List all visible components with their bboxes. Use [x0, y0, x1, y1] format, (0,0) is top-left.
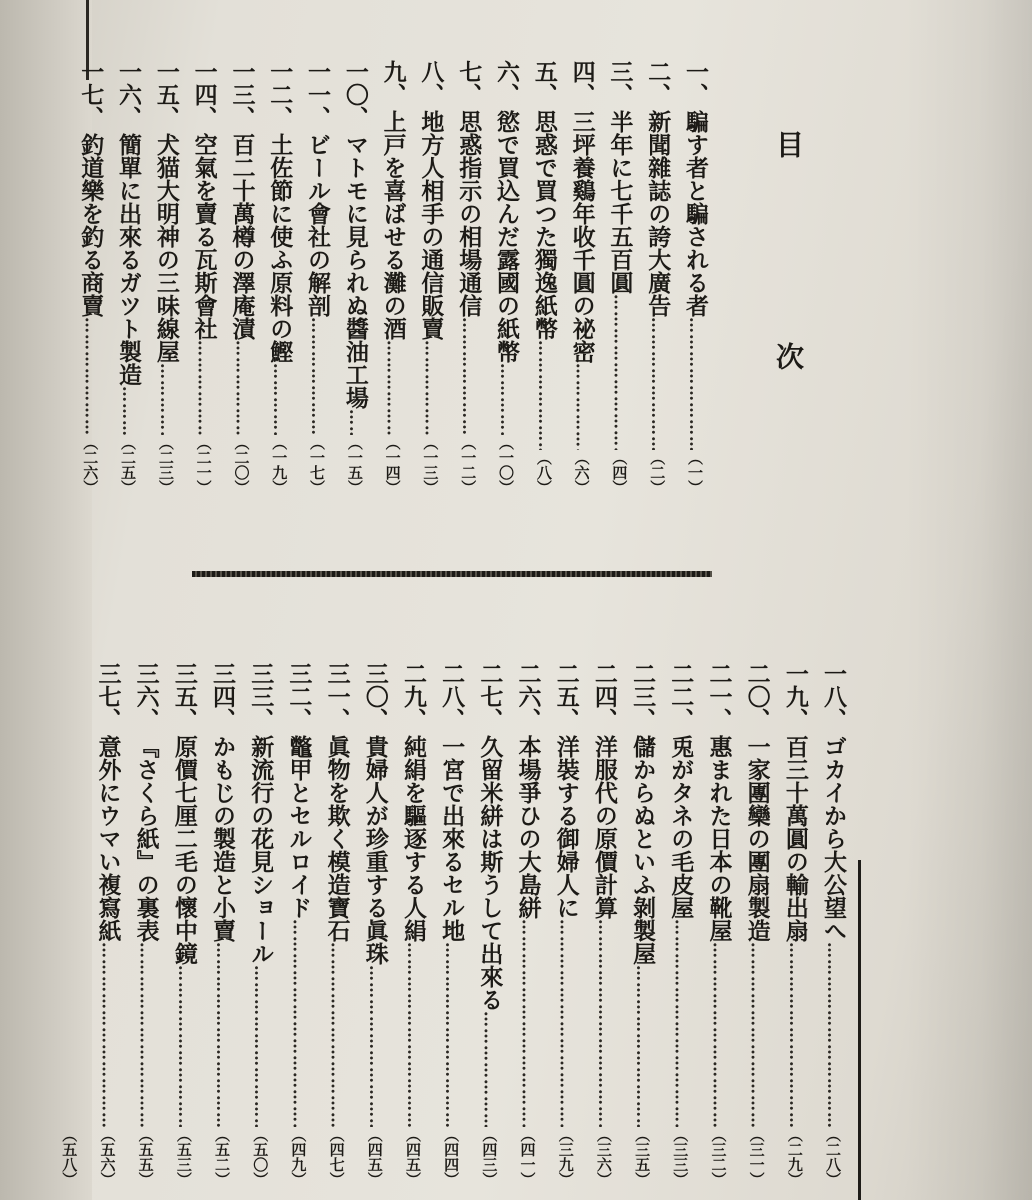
- dot-leader: [394, 942, 432, 1127]
- toc-entry-page: （五六）: [98, 1127, 117, 1187]
- toc-entry-page: （六）: [572, 450, 591, 495]
- dot-leader: [71, 317, 109, 435]
- toc-entry-page: （五五）: [136, 1127, 155, 1187]
- dot-leader: [814, 942, 852, 1127]
- toc-entry-title: 鼈甲とセルロイド: [285, 735, 313, 919]
- dot-leader: [563, 363, 601, 450]
- dot-leader: [88, 942, 126, 1127]
- toc-entry: [563, 60, 601, 495]
- toc-entry: [374, 60, 412, 495]
- toc-entry: [223, 60, 261, 495]
- toc-entry-number: 一、: [682, 60, 709, 106]
- dot-leader: [298, 317, 336, 435]
- toc-entry-page: （五三）: [174, 1127, 193, 1187]
- toc-entry-title: 思惑で買つた獨逸紙幣: [530, 110, 558, 340]
- toc-entry-number: 二一、: [705, 662, 733, 731]
- toc-entry-number: 八、: [417, 60, 445, 106]
- toc-entry-page: （三五）: [633, 1127, 652, 1187]
- toc-entry-title: 半年に七千五百圓: [606, 110, 634, 294]
- toc-entry: [661, 662, 699, 1187]
- toc-entry-number: 三一、: [323, 662, 351, 731]
- toc-entry-page: （二六）: [81, 435, 100, 495]
- toc-entry-number: 三〇、: [361, 662, 389, 731]
- toc-entry-number: 二三、: [629, 662, 657, 731]
- dot-leader: [699, 942, 737, 1127]
- toc-entry-number: 三四、: [209, 662, 236, 731]
- toc-entry-page: （三一）: [747, 1127, 766, 1187]
- toc-entry-title: 犬猫大明神の三味線屋: [152, 133, 180, 363]
- dot-leader: [470, 1011, 508, 1127]
- dot-leader: [449, 317, 487, 435]
- toc-entry: [165, 662, 203, 1187]
- toc-entry: [601, 60, 639, 495]
- toc-entry-number: 三三、: [247, 662, 275, 731]
- toc-entry: [699, 662, 737, 1187]
- toc-entry-number: 二四、: [590, 662, 618, 731]
- toc-entry-page: （一三）: [421, 435, 440, 495]
- toc-entry-page: （二一）: [194, 435, 213, 495]
- toc-entry: [638, 60, 676, 495]
- dot-leader: [185, 340, 223, 435]
- toc-entry: [260, 60, 298, 495]
- dot-leader: [676, 317, 714, 450]
- toc-entry-number: 二九、: [399, 662, 427, 731]
- toc-entry: [317, 662, 355, 1187]
- toc-entry-page: （一）: [686, 450, 704, 495]
- toc-entry-number: 二八、: [438, 662, 466, 731]
- dot-leader: [260, 363, 298, 435]
- dot-leader: [317, 942, 355, 1127]
- toc-entry-number: 一二、: [266, 60, 294, 129]
- toc-entry: [814, 662, 852, 1187]
- toc-entry: [676, 60, 714, 495]
- toc-entry-page: （四一）: [518, 1127, 537, 1187]
- toc-entry-number: 一六、: [115, 60, 143, 129]
- dot-leader: [356, 965, 394, 1127]
- toc-entry-title: 本場爭ひの大島絣: [514, 735, 542, 919]
- toc-entry-number: 二〇、: [743, 662, 771, 731]
- toc-entry: [279, 662, 317, 1187]
- toc-entry-title: 眞物を欺く模造寶石: [323, 735, 351, 942]
- toc-entry: [336, 60, 374, 495]
- toc-entry-title: 三坪養鷄年收千圓の祕密: [568, 110, 596, 363]
- toc-entry-number: 二、: [644, 60, 672, 106]
- toc-entry: [432, 662, 470, 1187]
- toc-entry-number: 二二、: [667, 662, 695, 731]
- toc-entry: [623, 662, 661, 1187]
- toc-entry-title: マトモに見られぬ醬油工場: [341, 133, 369, 409]
- toc-entry-page: （四五）: [365, 1127, 384, 1187]
- toc-entry-title: 思惑指示の相場通信: [455, 110, 483, 317]
- toc-entry: [449, 60, 487, 495]
- dot-leader: [432, 942, 470, 1127]
- dot-leader: [661, 919, 699, 1127]
- toc-entry-page: （四三）: [480, 1127, 499, 1187]
- toc-entry: [776, 662, 814, 1187]
- toc-entry-title: 一家團欒の團扇製造: [743, 735, 771, 942]
- toc-entry-number: 三五、: [170, 662, 198, 731]
- toc-entry: [126, 662, 164, 1187]
- toc-entry: [88, 662, 126, 1187]
- section-divider: [192, 571, 712, 577]
- toc-entry-title: 空氣を賣る瓦斯會社: [190, 133, 218, 340]
- page-edge-shadow: [905, 0, 1032, 1200]
- toc-entry: [203, 662, 241, 1187]
- toc-entry-number: 三、: [606, 60, 634, 106]
- toc-entry-number: 五、: [530, 60, 558, 106]
- toc-entry-title: 地方人相手の通信販賣: [417, 110, 445, 340]
- toc-entry-page: （一九）: [270, 435, 289, 495]
- toc-entry-number: 一三、: [228, 60, 256, 129]
- toc-entry: [412, 60, 450, 495]
- toc-entry-number: 二七、: [476, 662, 504, 731]
- toc-heading: 目 次: [772, 130, 805, 448]
- toc-entry-page: （二）: [648, 450, 667, 495]
- dot-leader: [487, 363, 525, 435]
- toc-entry: [147, 60, 185, 495]
- dot-leader: [374, 340, 412, 435]
- spacer: [50, 662, 88, 1127]
- toc-entry-page: （一〇）: [497, 435, 516, 495]
- dot-leader: [126, 942, 164, 1127]
- toc-entry-page: （二三）: [156, 435, 175, 495]
- toc-entry-title: 意外にウマい複寫紙: [94, 735, 122, 942]
- toc-entry: [525, 60, 563, 495]
- toc-entry-title: 一宮で出來るセル地: [438, 735, 466, 942]
- toc-entry-page: （五八）: [60, 1127, 79, 1187]
- toc-entry: [356, 662, 394, 1187]
- toc-entry-title: 百三十萬圓の輸出扇: [781, 735, 809, 942]
- toc-entry-title: 騙す者と騙される者: [682, 110, 709, 317]
- toc-entry-page: （二九）: [785, 1127, 804, 1187]
- toc-entry: [585, 662, 623, 1187]
- dot-leader: [109, 386, 147, 435]
- toc-entry-title: 兎がタネの毛皮屋: [667, 735, 695, 919]
- toc-entry-title: 洋裝する御婦人に: [552, 735, 580, 919]
- dot-leader: [585, 919, 623, 1127]
- toc-entry-number: 三七、: [94, 662, 122, 731]
- toc-entry-page: （二八）: [824, 1127, 842, 1187]
- toc-entry-title: 純絹を驅逐する人絹: [399, 735, 427, 942]
- toc-entry-title: 新流行の花見ショール: [247, 735, 275, 965]
- dot-leader: [623, 965, 661, 1127]
- toc-entry-title: 原價七厘二毛の懷中鏡: [170, 735, 198, 965]
- toc-entry-number: 一七、: [77, 60, 105, 129]
- toc-entry-page: （三三）: [671, 1127, 690, 1187]
- toc-entry-title: 簡單に出來るガツト製造: [115, 133, 143, 386]
- toc-entry-page: （一七）: [308, 435, 327, 495]
- toc-section-2: [50, 662, 852, 1187]
- toc-entry-number: 七、: [455, 60, 483, 106]
- toc-entry-title: 釣道樂を釣る商賣: [77, 133, 105, 317]
- toc-entry-page: （三九）: [556, 1127, 575, 1187]
- toc-entry-title: かもじの製造と小賣: [209, 735, 236, 942]
- toc-entry-page: （三六）: [594, 1127, 613, 1187]
- toc-entry-number: 四、: [568, 60, 596, 106]
- dot-leader: [547, 919, 585, 1127]
- toc-entry-title: 洋服代の原價計算: [590, 735, 618, 919]
- toc-entry: [508, 662, 546, 1187]
- toc-entry-page: （四五）: [403, 1127, 422, 1187]
- toc-entry-number: 一四、: [190, 60, 218, 129]
- toc-entry-title: ゴカイから大公望へ: [820, 735, 847, 942]
- toc-entry: [470, 662, 508, 1187]
- toc-entry-title: 新聞雜誌の誇大廣告: [644, 110, 672, 317]
- dot-leader: [241, 965, 279, 1127]
- toc-entry: [185, 60, 223, 495]
- toc-entry-title: 百二十萬樽の澤庵漬: [228, 133, 256, 340]
- dot-leader: [412, 340, 450, 435]
- dot-leader: [279, 919, 317, 1127]
- toc-entry-page: （三二）: [709, 1127, 728, 1187]
- toc-entry-page: （二五）: [119, 435, 138, 495]
- dot-leader: [776, 942, 814, 1127]
- toc-entry-title: 土佐節に使ふ原料の鰹: [266, 133, 294, 363]
- toc-entry-number: 二六、: [514, 662, 542, 731]
- toc-entry-number: 一九、: [781, 662, 809, 731]
- toc-entry-number: 六、: [493, 60, 521, 106]
- toc-entry: [109, 60, 147, 495]
- toc-entry-page: （一四）: [383, 435, 402, 495]
- toc-entry: [50, 662, 88, 1187]
- toc-entry-number: 一五、: [152, 60, 180, 129]
- toc-entry-number: 一一、: [304, 60, 332, 129]
- toc-entry-page: （四四）: [442, 1127, 461, 1187]
- toc-entry-page: （四七）: [327, 1127, 346, 1187]
- toc-entry-title: ビール會社の解剖: [304, 133, 332, 317]
- toc-entry-number: 二五、: [552, 662, 580, 731]
- toc-entry: [394, 662, 432, 1187]
- toc-entry-title: 貴婦人が珍重する眞珠: [361, 735, 389, 965]
- dot-leader: [203, 942, 241, 1127]
- toc-entry-title: 惠まれた日本の靴屋: [705, 735, 733, 942]
- dot-leader: [147, 363, 185, 435]
- toc-entry-number: 九、: [379, 60, 407, 106]
- toc-entry-number: 三二、: [285, 662, 313, 731]
- toc-section-1: [71, 60, 714, 495]
- toc-entry-page: （一五）: [345, 435, 364, 495]
- toc-entry: [241, 662, 279, 1187]
- toc-entry: [487, 60, 525, 495]
- toc-entry-title: 上戸を喜ばせる灘の酒: [379, 110, 407, 340]
- toc-entry-page: （五二）: [213, 1127, 231, 1187]
- toc-entry-page: （四九）: [289, 1127, 308, 1187]
- toc-entry: [71, 60, 109, 495]
- toc-entry-page: （一二）: [459, 435, 478, 495]
- dot-leader: [601, 294, 639, 450]
- toc-entry-page: （八）: [534, 450, 553, 495]
- toc-entry-page: （四）: [610, 450, 629, 495]
- toc-entry-number: 一八、: [820, 662, 847, 731]
- toc-entry-title: 慾で買込んだ露國の紙幣: [493, 110, 521, 363]
- margin-rule-right: [858, 860, 861, 1200]
- dot-leader: [737, 942, 775, 1127]
- toc-entry-number: 一〇、: [341, 60, 369, 129]
- toc-entry-title: 儲からぬといふ剝製屋: [629, 735, 657, 965]
- toc-entry-title: 久留米絣は斯うして出來る: [476, 735, 504, 1011]
- dot-leader: [525, 340, 563, 450]
- dot-leader: [508, 919, 546, 1127]
- toc-entry-number: 三六、: [132, 662, 160, 731]
- toc-entry: [737, 662, 775, 1187]
- toc-entry: [298, 60, 336, 495]
- toc-entry-title: 『さくら紙』の裏表: [132, 735, 160, 942]
- dot-leader: [223, 340, 261, 435]
- dot-leader: [638, 317, 676, 450]
- toc-entry-page: （五〇）: [251, 1127, 270, 1187]
- toc-entry: [547, 662, 585, 1187]
- toc-entry-page: （二〇）: [232, 435, 251, 495]
- dot-leader: [336, 409, 374, 435]
- dot-leader: [165, 965, 203, 1127]
